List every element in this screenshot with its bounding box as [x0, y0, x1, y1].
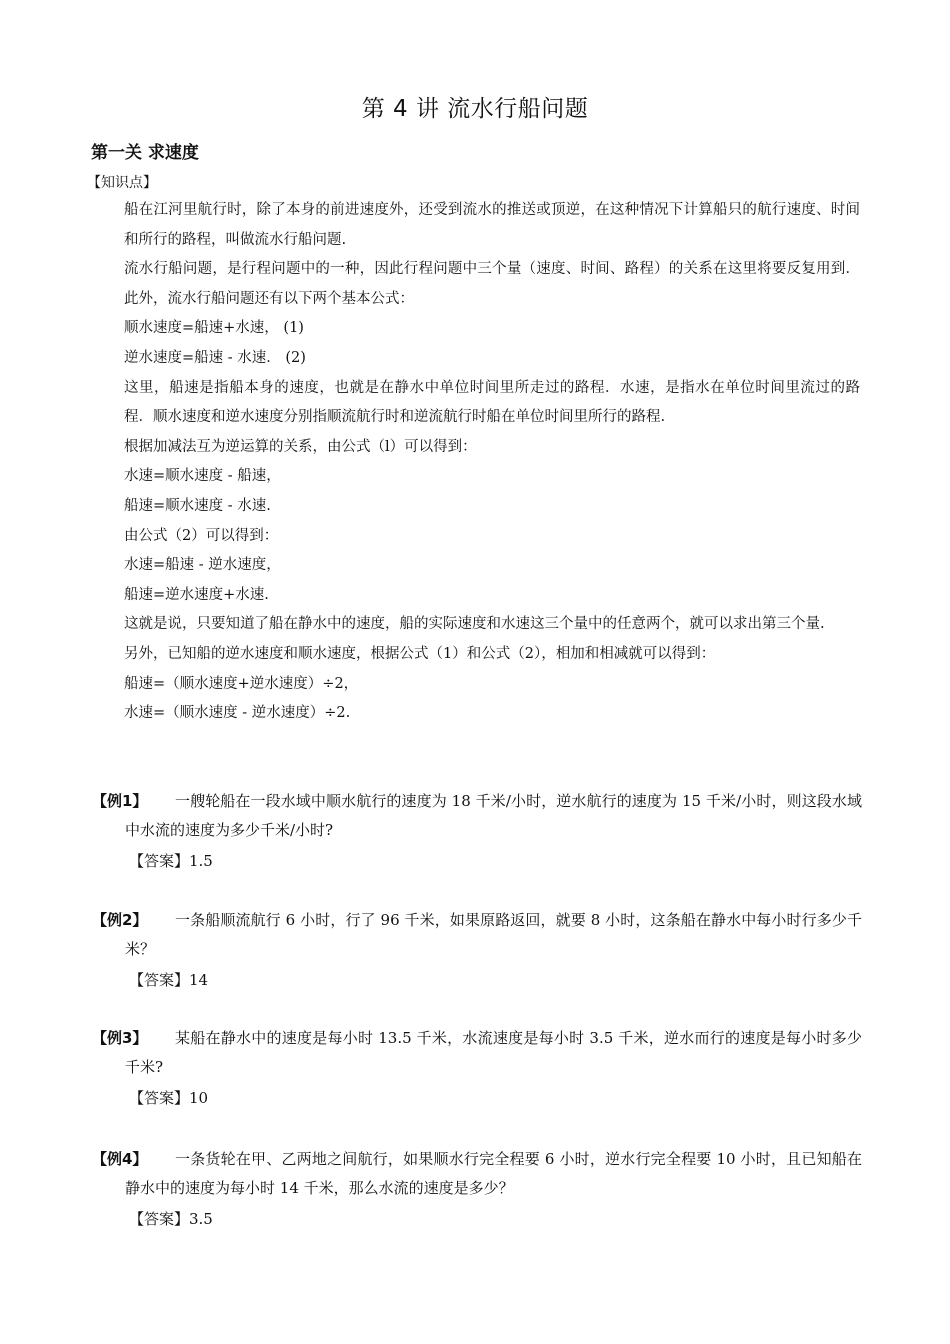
example-answer: 【答案】3.5 [129, 1210, 213, 1228]
formula-water-speed-2: 水速=船速 - 逆水速度， [124, 557, 281, 574]
formula-water-speed-1: 水速=顺水速度 - 船速， [124, 468, 281, 485]
formula-upstream: 逆水速度=船速 - 水速． (2) [124, 349, 306, 366]
section-title: 第一关 求速度 [91, 143, 199, 163]
example-3 [92, 1024, 862, 1112]
formula-boat-speed-average: 船速=（顺水速度+逆水速度）÷2， [124, 675, 359, 692]
example-tag: 【例1】 [92, 792, 148, 810]
knowledge-paragraph-definition: 流水行船问题，是行程问题中的一种，因此行程问题中三个量（速度、时间、路程）的关系在这里将要反复用到．此外，流水行船问题还有以下两个基本公式： [124, 261, 860, 307]
page-title: 第 4 讲 流水行船问题 [361, 96, 589, 122]
example-tag: 【例4】 [92, 1150, 148, 1168]
example-tag: 【例3】 [92, 1029, 148, 1047]
knowledge-paragraph-explanation: 这里，船速是指船本身的速度，也就是在静水中单位时间里所走过的路程．水速，是指水在单位时间里流过的路程．顺水速度和逆水速度分别指顺流航行时和逆流航行时船在单位时间里所行的路程. [124, 379, 860, 426]
example-question: 一条船顺流航行 6 小时，行了 96 千米，如果原路返回，就要 8 小时，这条船在静水中每小时行多少千米？ [125, 911, 862, 958]
knowledge-paragraph-derivation-2: 由公式（2）可以得到： [124, 527, 279, 544]
knowledge-paragraph-derivation-1: 根据加减法互为逆运算的关系，由公式（l）可以得到： [124, 438, 477, 455]
knowledge-paragraph-intro: 船在江河里航行时，除了本身的前进速度外，还受到流水的推送或顶逆，在这种情况下计算船只的航行速度、时间和所行的路程，叫做流水行船问题. [124, 202, 860, 248]
example-question: 某船在静水中的速度是每小时 13.5 千米，水流速度是每小时 3.5 千米，逆水而行的速度是每小时多少千米? [125, 1029, 862, 1076]
formula-downstream: 顺水速度=船速+水速， (1) [124, 320, 304, 337]
example-1 [92, 787, 862, 875]
example-answer: 【答案】10 [129, 1089, 209, 1107]
knowledge-paragraph-summary: 这就是说，只要知道了船在静水中的速度，船的实际速度和水速这三个量中的任意两个，就可以求出第三个量. [124, 616, 825, 633]
example-2 [92, 906, 862, 994]
example-answer: 【答案】14 [129, 971, 209, 989]
formula-water-speed-half-diff: 水速=（顺水速度 - 逆水速度）÷2. [124, 705, 351, 722]
example-question: 一艘轮船在一段水域中顺水航行的速度为 18 千米/小时，逆水航行的速度为 15 千米/小时，则这段水域中水流的速度为多少千米/小时? [125, 792, 862, 839]
example-question: 一条货轮在甲、乙两地之间航行，如果顺水行完全程要 6 小时，逆水行完全程要 10 小时，且已知船在静水中的速度为每小时 14 千米，那么水流的速度是多少？ [125, 1150, 862, 1197]
example-answer: 【答案】1.5 [129, 852, 213, 870]
example-tag: 【例2】 [92, 911, 148, 929]
knowledge-point-label: 【知识点】 [87, 175, 157, 191]
knowledge-paragraph-additional: 另外，已知船的逆水速度和顺水速度，根据公式（1）和公式（2），相加和相减就可以得到： [124, 645, 716, 662]
formula-boat-speed-2: 船速=逆水速度+水速. [124, 586, 269, 603]
example-4 [92, 1145, 862, 1233]
knowledge-body [124, 196, 860, 729]
formula-boat-speed-1: 船速=顺水速度 - 水速. [124, 497, 271, 514]
